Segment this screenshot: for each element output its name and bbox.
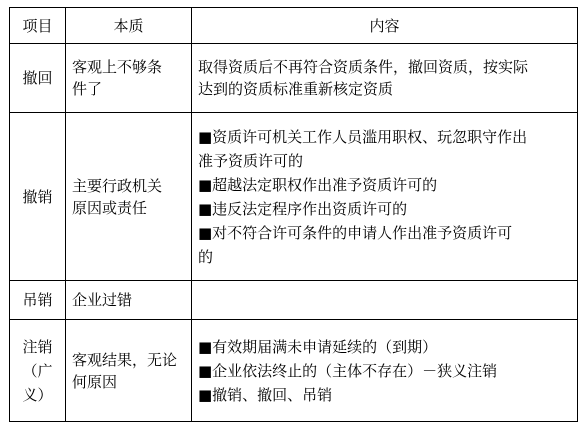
- content-cell: [192, 281, 578, 320]
- content-text: 的: [198, 247, 214, 266]
- item-cell: [10, 113, 66, 281]
- table-row: [10, 281, 578, 320]
- table-row: [10, 320, 578, 422]
- nature-cell: [66, 281, 192, 320]
- header-row: [10, 8, 578, 44]
- item-cell: [10, 281, 66, 320]
- table-row: [10, 113, 578, 281]
- item-cell: [10, 320, 66, 422]
- nature-text: 何原因: [72, 372, 118, 391]
- content-text: 达到的资质标准重新核定资质: [198, 80, 394, 98]
- content-text: 准予资质许可的: [198, 151, 304, 170]
- item-label: 义）: [22, 385, 53, 404]
- content-text: ■资质许可机关工作人员滥用职权、玩忽职守作出: [198, 127, 528, 146]
- item-label: 注销: [22, 337, 53, 356]
- content-text: ■超越法定职权作出准予资质许可的: [198, 175, 438, 194]
- content-text: ■撤销、撤回、吊销: [198, 385, 333, 404]
- nature-cell: [66, 44, 192, 113]
- nature-cell: [66, 320, 192, 422]
- item-label: （广: [22, 361, 53, 380]
- item-label: 撤销: [22, 187, 53, 206]
- nature-cell: [66, 113, 192, 281]
- qualification-table: [9, 7, 578, 422]
- item-cell: [10, 44, 66, 113]
- content-text: ■企业依法终止的（主体不存在）－狭义注销: [198, 361, 498, 380]
- content-text: ■对不符合许可条件的申请人作出准予资质许可: [198, 223, 513, 242]
- content-text: 取得资质后不再符合资质条件，撤回资质，按实际: [198, 58, 529, 76]
- item-label: 撤回: [22, 69, 53, 87]
- content-text: ■违反法定程序作出资质许可的: [198, 199, 408, 218]
- nature-text: 件了: [72, 80, 103, 98]
- nature-text: 主要行政机关: [72, 176, 163, 195]
- nature-text: 原因或责任: [72, 198, 148, 217]
- header-content: 内容: [192, 8, 578, 44]
- item-label: 吊销: [22, 291, 53, 309]
- content-cell: [192, 320, 578, 422]
- nature-text: 客观结果，无论: [72, 350, 178, 369]
- nature-text: 客观上不够条: [72, 58, 163, 76]
- header-item: 项目: [10, 8, 66, 44]
- content-cell: [192, 113, 578, 281]
- nature-text: 企业过错: [72, 291, 133, 309]
- header-nature: 本质: [66, 8, 192, 44]
- table-row: [10, 44, 578, 113]
- content-cell: [192, 44, 578, 113]
- content-text: ■有效期届满未申请延续的（到期）: [198, 337, 438, 356]
